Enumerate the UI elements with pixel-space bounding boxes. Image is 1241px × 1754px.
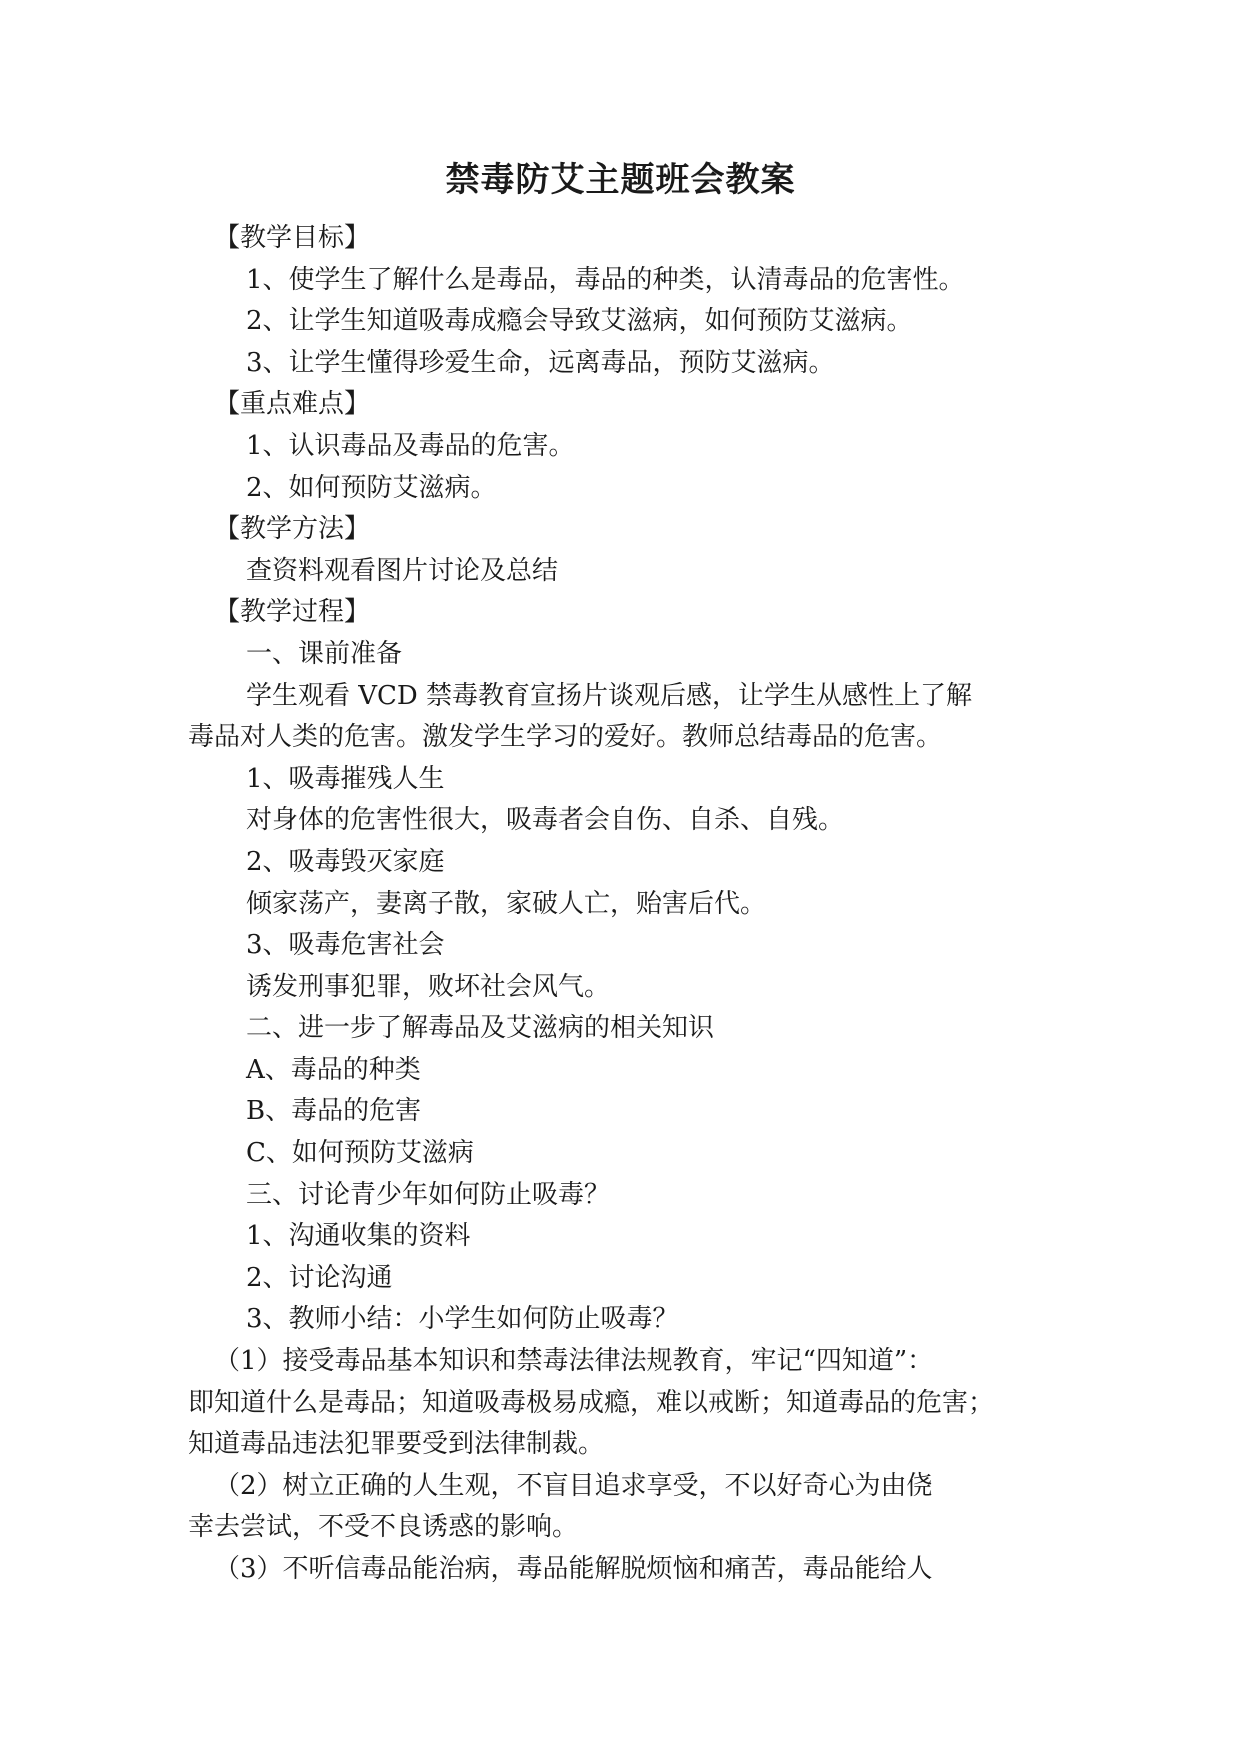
text-line: （2）树立正确的人生观，不盲目追求享受，不以好奇心为由侥 (214, 1470, 933, 1501)
text-line: 1、沟通收集的资料 (246, 1221, 471, 1252)
text-line: 二、进一步了解毒品及艾滋病的相关知识 (246, 1013, 715, 1044)
text-line: 2、吸毒毁灭家庭 (246, 846, 445, 877)
text-line: （3）不听信毒品能治病，毒品能解脱烦恼和痛苦，毒品能给人 (214, 1554, 933, 1584)
text-line: 3、教师小结：小学生如何防止吸毒？ (246, 1304, 679, 1335)
section-heading: 【教学方法】 (214, 514, 371, 545)
section-heading: 【教学过程】 (214, 597, 371, 628)
text-line: A、毒品的种类 (246, 1054, 421, 1085)
text-line: 幸去尝试，不受不良诱惑的影响。 (188, 1512, 579, 1543)
text-line: 诱发刑事犯罪，败坏社会风气。 (246, 971, 611, 1002)
section-heading: 【重点难点】 (214, 389, 371, 420)
text-line: 知道毒品违法犯罪要受到法律制裁。 (188, 1429, 605, 1460)
text-line: 1、吸毒摧残人生 (246, 763, 445, 794)
text-line: 三、讨论青少年如何防止吸毒？ (246, 1179, 611, 1210)
section-heading: 【教学目标】 (214, 223, 371, 253)
text-line: 毒品对人类的危害。激发学生学习的爱好。教师总结毒品的危害。 (188, 722, 943, 753)
text-line: 1、认识毒品及毒品的危害。 (246, 430, 575, 461)
text-line: 3、吸毒危害社会 (246, 930, 445, 961)
text-line: 2、讨论沟通 (246, 1262, 393, 1293)
text-line: 2、让学生知道吸毒成瘾会导致艾滋病，如何预防艾滋病。 (246, 306, 913, 337)
text-line: 对身体的危害性很大，吸毒者会自伤、自杀、自残。 (246, 805, 845, 836)
text-line: （1）接受毒品基本知识和禁毒法律法规教育，牢记“四知道”： (214, 1346, 934, 1377)
text-line: 查资料观看图片讨论及总结 (246, 555, 559, 586)
document-title: 禁毒防艾主题班会教案 (445, 160, 796, 200)
text-line: B、毒品的危害 (246, 1096, 422, 1127)
text-line: 2、如何预防艾滋病。 (246, 472, 497, 503)
text-line: 3、让学生懂得珍爱生命，远离毒品，预防艾滋病。 (246, 347, 835, 378)
text-line: 即知道什么是毒品；知道吸毒极易成瘾，难以戒断；知道毒品的危害； (188, 1387, 995, 1418)
text-line: 一、课前准备 (246, 638, 403, 669)
document-body (188, 218, 1058, 1591)
text-line: 学生观看 VCD 禁毒教育宣扬片谈观后感，让学生从感性上了解 (246, 680, 973, 711)
text-line: 倾家荡产，妻离子散，家破人亡，贻害后代。 (246, 888, 767, 919)
text-line: C、如何预防艾滋病 (246, 1138, 474, 1169)
text-line: 1、使学生了解什么是毒品，毒品的种类，认清毒品的危害性。 (246, 264, 965, 295)
